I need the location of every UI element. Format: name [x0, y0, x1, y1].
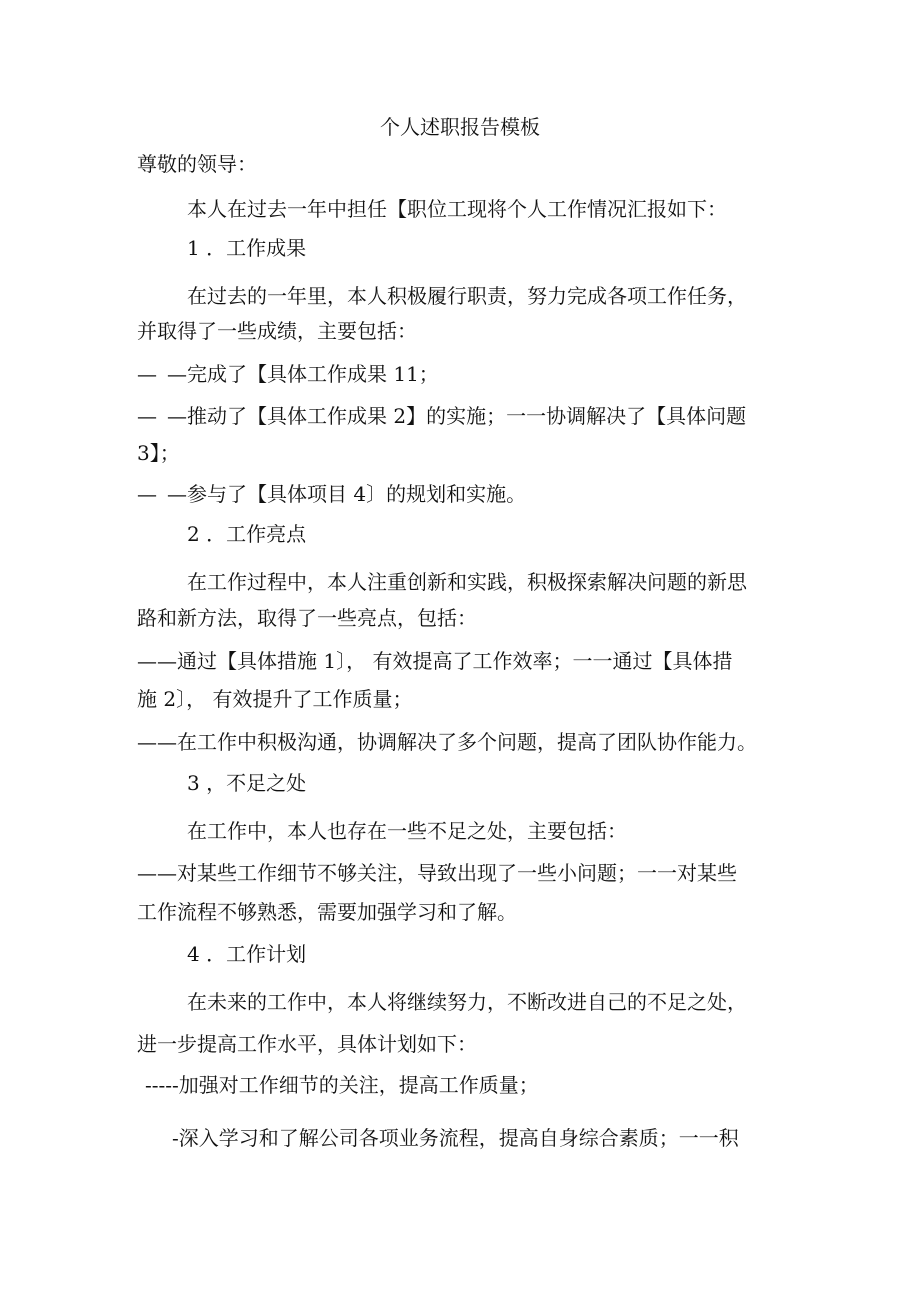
item-dash: —	[137, 482, 157, 506]
salutation: 尊敬的领导：	[137, 152, 257, 176]
section3-heading: 3 ，不足之处	[187, 771, 307, 795]
section1-heading: 1 ．工作成果	[187, 236, 307, 260]
intro-paragraph: 本人在过去一年中担任【职位工现将个人工作情况汇报如下：	[187, 197, 727, 221]
section3-paragraph: 在工作中，本人也存在一些不足之处，主要包括：	[187, 819, 627, 843]
item-text: —推动了【具体工作成果 2】的实施；一一协调解决了【具体问题	[167, 404, 747, 428]
section2-paragraph-line2: 路和新方法，取得了一些亮点，包括：	[137, 606, 477, 630]
section1-item2	[137, 403, 790, 429]
section3-item1-line1: ——对某些工作细节不够关注，导致出现了一些小问题；一一对某些	[137, 861, 737, 885]
section3-item1-line2: 工作流程不够熟悉，需要加强学习和了解。	[137, 900, 517, 924]
section4-paragraph-line1: 在未来的工作中，本人将继续努力，不断改进自己的不足之处，	[187, 990, 747, 1014]
section1-item2-continued: 3】；	[137, 441, 180, 465]
item-text: —完成了【具体工作成果 11；	[167, 362, 439, 386]
section4-heading: 4 ．工作计划	[187, 942, 307, 966]
section1-item3	[137, 481, 790, 507]
item-dash: —	[137, 404, 157, 428]
section4-item1: -----加强对工作细节的关注，提高工作质量；	[145, 1073, 539, 1097]
section2-item1-line2: 施 2〕， 有效提升了工作质量；	[137, 687, 413, 711]
section2-item2: ——在工作中积极沟通，协调解决了多个问题，提高了团队协作能力。	[137, 730, 757, 754]
section2-paragraph-line1: 在工作过程中，本人注重创新和实践，积极探索解决问题的新思	[187, 570, 747, 594]
section4-item2: -深入学习和了解公司各项业务流程，提高自身综合素质；一一积	[172, 1126, 739, 1150]
section1-item1	[137, 361, 790, 387]
section2-item1-line1: ——通过【具体措施 1〕， 有效提高了工作效率；一一通过【具体措	[137, 649, 733, 673]
section4-paragraph-line2: 进一步提高工作水平，具体计划如下：	[137, 1032, 477, 1056]
item-text: —参与了【具体项目 4〕的规划和实施。	[167, 482, 527, 506]
section2-heading: 2 ．工作亮点	[187, 522, 307, 546]
section1-paragraph-line1: 在过去的一年里，本人积极履行职责，努力完成各项工作任务，	[187, 284, 747, 308]
document-title: 个人述职报告模板	[380, 115, 540, 139]
item-dash: —	[137, 362, 157, 386]
section1-paragraph-line2: 并取得了一些成绩，主要包括：	[137, 319, 417, 343]
